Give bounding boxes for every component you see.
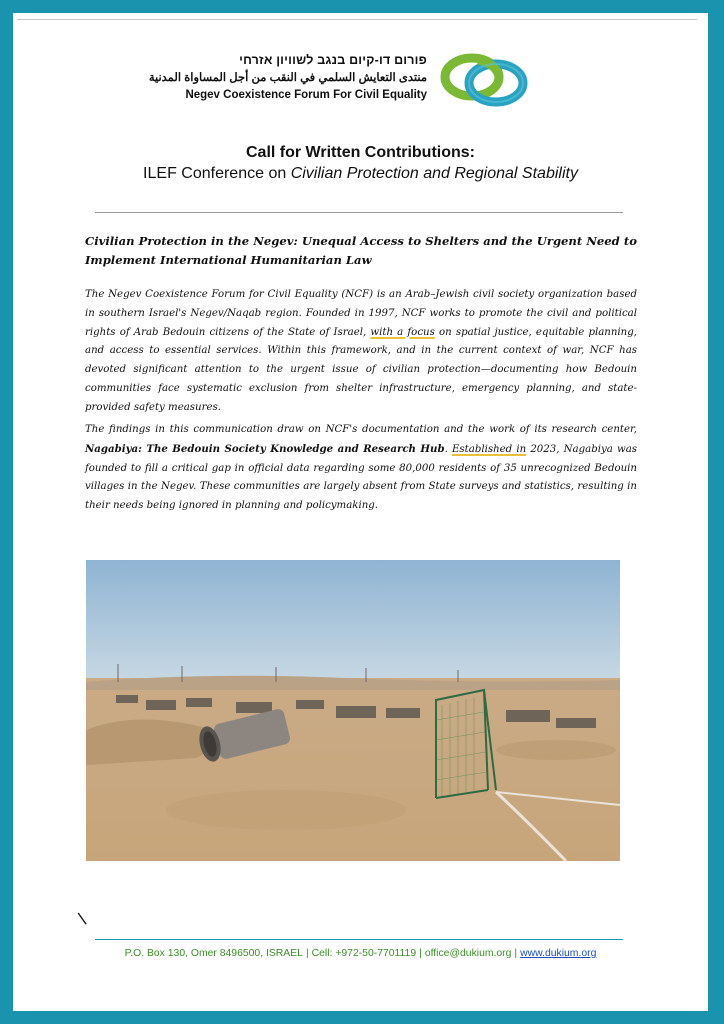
footer-cell: Cell: +972-50-7701119 bbox=[311, 948, 417, 959]
para2-highlight: Established in bbox=[451, 443, 527, 455]
para2-text-b: . bbox=[444, 443, 452, 455]
footer-contact bbox=[13, 948, 708, 959]
subtitle-italic: Civilian Protection and Regional Stability bbox=[290, 165, 578, 182]
org-name-hebrew: פורום דו-קיום בנגב לשוויון אזרחי bbox=[239, 53, 427, 67]
stray-mark: \ bbox=[76, 908, 89, 930]
footer-separator: | bbox=[419, 948, 422, 959]
para1-highlight: with a focus bbox=[370, 326, 435, 338]
subtitle-prefix: ILEF Conference on bbox=[143, 165, 291, 182]
org-name-arabic: منتدى التعايش السلمي في النقب من أجل المساواة المدنية bbox=[148, 72, 427, 84]
footer-separator: | bbox=[305, 948, 309, 959]
para2-text-a: The findings in this communication draw on NCF's documentation and the work of its research center, bbox=[85, 424, 637, 435]
footer-website-link[interactable]: www.dukium.org bbox=[520, 948, 597, 959]
footer-email[interactable]: office@dukium.org bbox=[424, 948, 512, 959]
para1-text-a: The Negev Coexistence Forum for Civil Equality (NCF) is an Arab–Jewish civil society organization based in southern Israel's Negev/Naqab region. Founded in 1997, NCF works to promote the civil and political rights of Arab Bedouin citizens of the State of Israel, bbox=[85, 289, 637, 338]
intro-paragraph bbox=[85, 286, 637, 418]
section-heading: Civilian Protection in the Negev: Unequal Access to Shelters and the Urgent Need to Implement International Humanitarian Law bbox=[85, 234, 637, 267]
para2-text-c: 2023, Nagabiya was founded to fill a critical gap in official data regarding some 80,000 residents of 35 unrecognized Bedouin villages in the Negev. These communities are largely absent from State surveys and statistics, resulting in their needs being ignored in planning and policymaking. bbox=[85, 443, 638, 512]
para1-text-b: on spatial justice, equitable planning, and access to essential services. Within this framework, and in the current context of war, NCF has devoted significant attention to the urgent issue of civilian protection—documenting how Bedouin communities face systematic exclusion from shelter infrastructure, emergency planning, and state-provided safety measures. bbox=[85, 326, 637, 413]
top-divider bbox=[17, 19, 697, 20]
ncf-logo-icon bbox=[438, 51, 530, 109]
footer-divider bbox=[95, 939, 623, 940]
desert-village-image bbox=[86, 560, 620, 861]
document-page bbox=[13, 13, 708, 1011]
footer-address: P.O. Box 130, Omer 8496500, ISRAEL bbox=[124, 948, 303, 959]
letterhead bbox=[13, 51, 708, 115]
title-divider bbox=[95, 212, 623, 213]
findings-paragraph bbox=[85, 421, 637, 516]
footer-separator: | bbox=[514, 948, 518, 959]
call-title: Call for Written Contributions: bbox=[245, 144, 475, 161]
village-photo bbox=[86, 560, 620, 861]
nagabiya-name: Nagabiya: The Bedouin Society Knowledge and Research Hub bbox=[85, 442, 445, 455]
conference-subtitle bbox=[13, 165, 708, 183]
org-name-english: Negev Coexistence Forum For Civil Equality bbox=[185, 89, 427, 101]
